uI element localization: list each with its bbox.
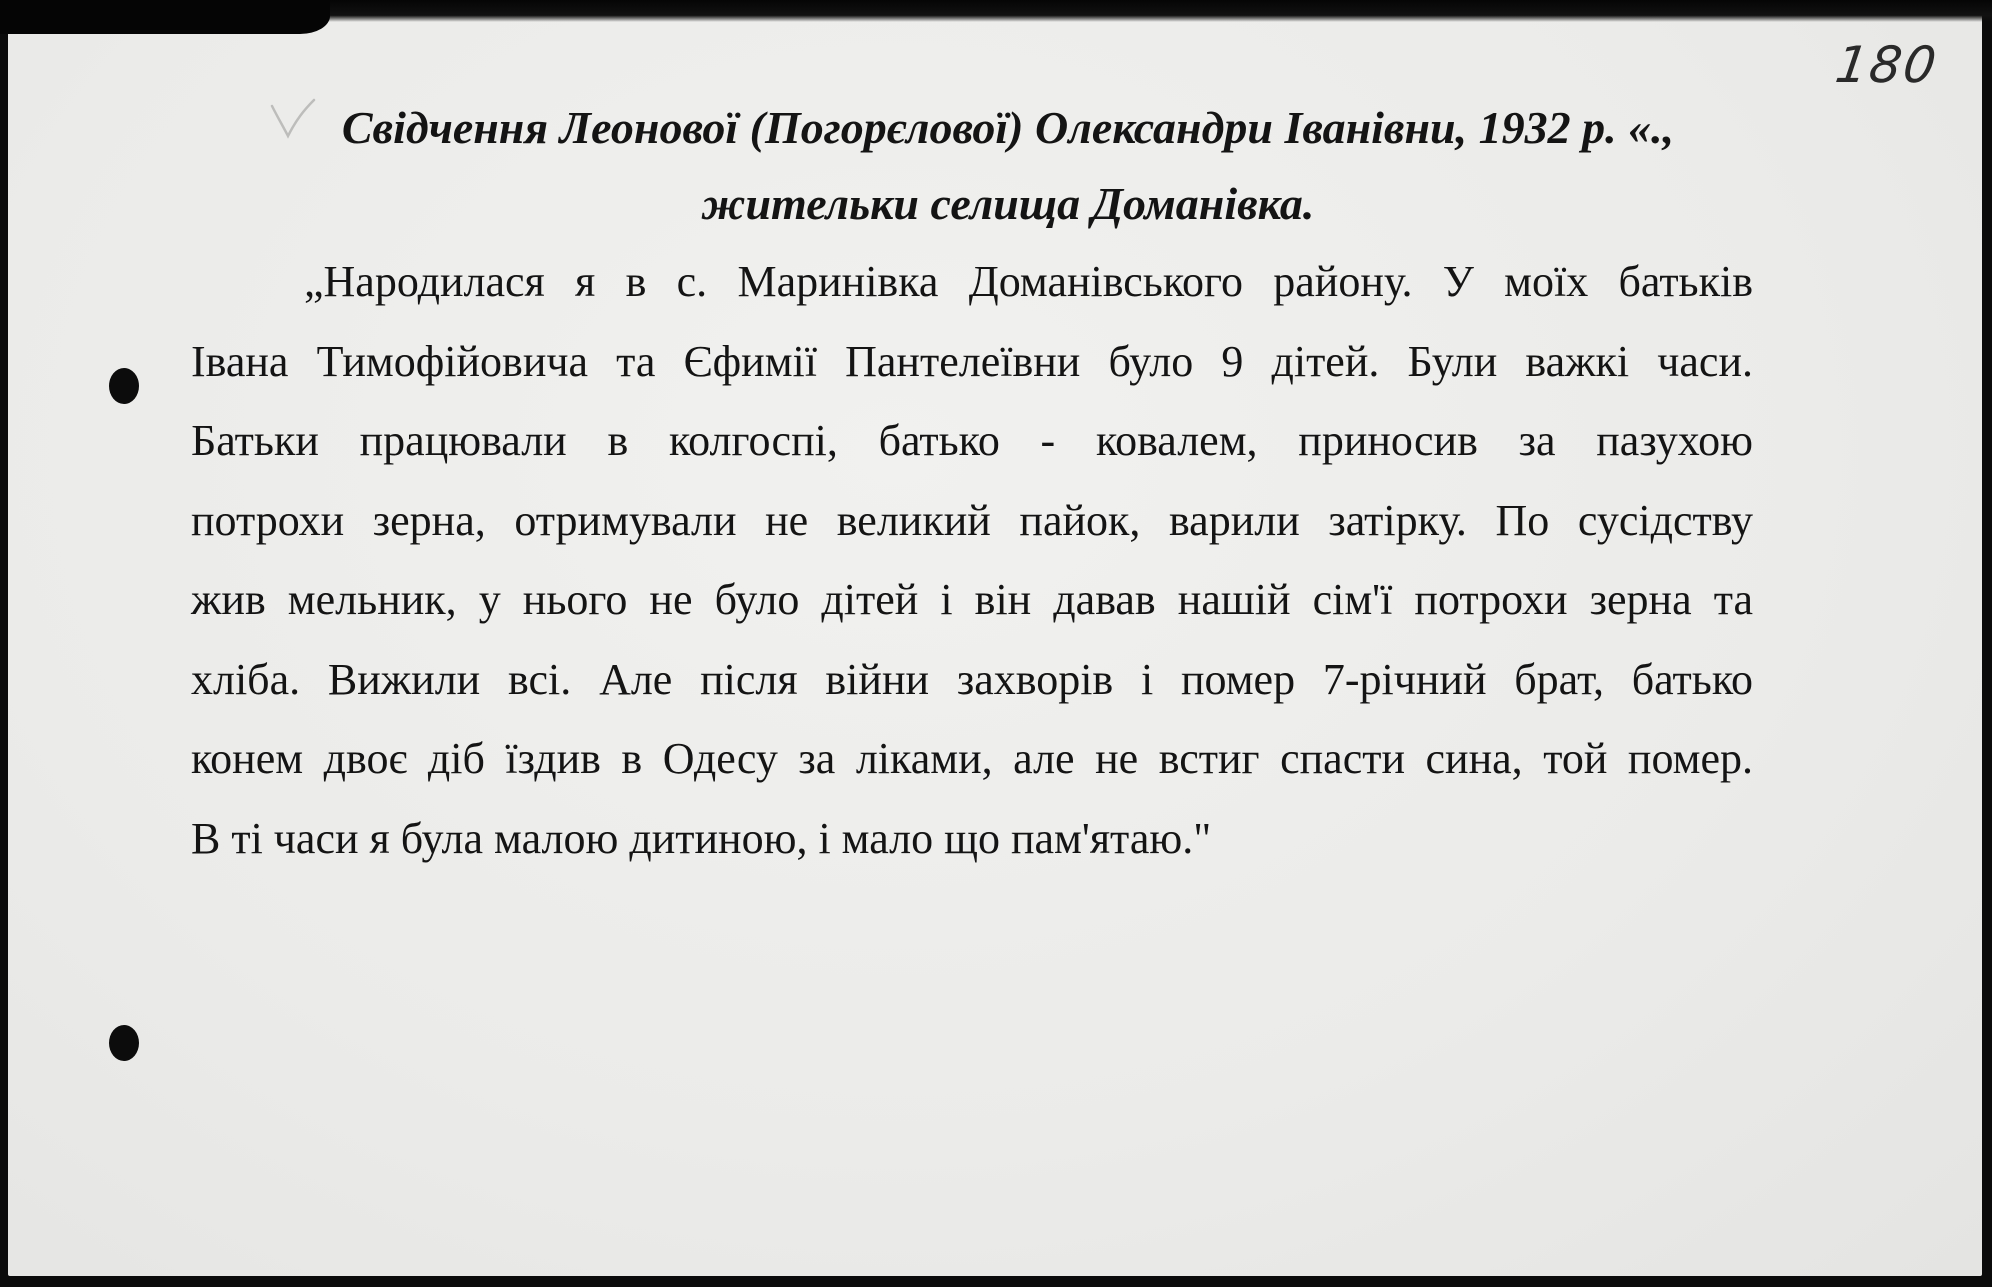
punch-hole-lower [109, 1025, 139, 1061]
body-line: Батьки працювали в колгоспі, батько - ковалем, приносив за пазухою [191, 416, 1753, 465]
body-line: Івана Тимофійовича та Єфимії Пантелеївни було 9 дітей. Були важкі часи. [191, 336, 1753, 386]
body-line: потрохи зерна, отримували не великий пайок, варили затірку. По сусідству [191, 495, 1753, 545]
body-line: конем двоє діб їздив в Одесу за ліками, але не встиг спасти сина, той помер. [191, 734, 1753, 783]
body-line: В ті часи я була малою дитиною, і мало що пам'ятаю." [191, 813, 1212, 863]
punch-hole-upper [109, 368, 139, 404]
testimony-body [191, 242, 1753, 878]
testimony-heading [168, 90, 1848, 242]
paper-sheet [8, 10, 1982, 1276]
heading-line-1: Свідчення Леонової (Погорєлової) Олександри Іванівни, 1932 р. «., [341, 102, 1675, 153]
body-line: жив мельник, у нього не було дітей і він давав нашій сім'ї потрохи зерна та [191, 575, 1753, 624]
body-line: хліба. Вижили всі. Але після війни захворів і помер 7-річний брат, батько [191, 654, 1753, 704]
page-number: 180 [1831, 36, 1942, 94]
scan-top-edge [0, 0, 1992, 22]
body-line: „Народилася я в с. Маринівка Доманівського району. У моїх батьків [304, 257, 1753, 306]
heading-line-2: жительки селища Доманівка. [701, 178, 1315, 229]
